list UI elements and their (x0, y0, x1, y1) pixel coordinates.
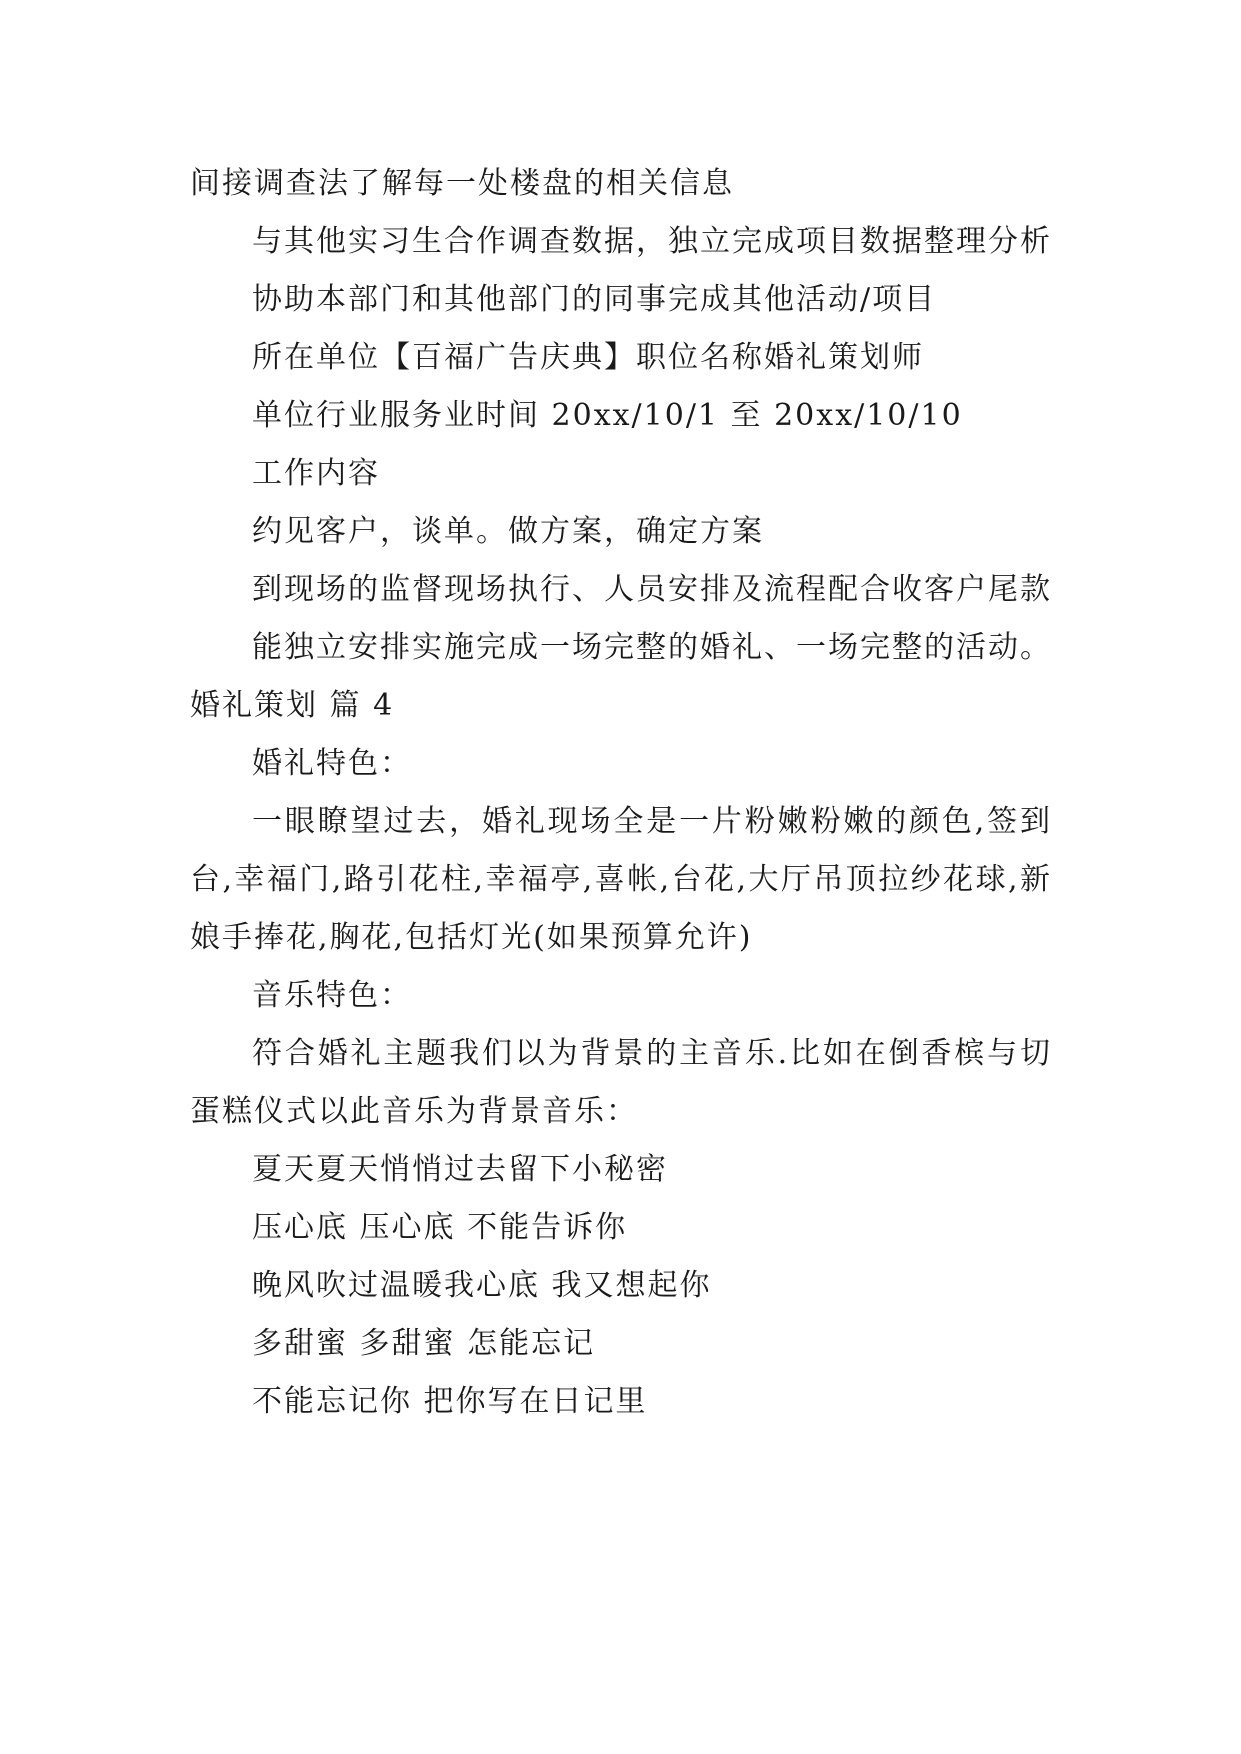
lyric-line: 晚风吹过温暖我心底 我又想起你 (252, 1268, 712, 1303)
section-label: 音乐特色： (252, 978, 412, 1013)
paragraph: 所在单位【百福广告庆典】职位名称婚礼策划师 (252, 340, 924, 375)
section-heading: 婚礼策划 篇 4 (190, 688, 395, 723)
section-label: 工作内容 (252, 456, 380, 491)
paragraph: 到现场的监督现场执行、人员安排及流程配合收客户尾款 (252, 572, 1052, 607)
lyric-line: 夏天夏天悄悄过去留下小秘密 (252, 1152, 668, 1187)
paragraph: 协助本部门和其他部门的同事完成其他活动/项目 (252, 282, 937, 317)
paragraph: 能独立安排实施完成一场完整的婚礼、一场完整的活动。 (252, 630, 1052, 665)
lyric-line: 压心底 压心底 不能告诉你 (252, 1210, 628, 1245)
lyric-line: 多甜蜜 多甜蜜 怎能忘记 (252, 1326, 596, 1361)
paragraph: 单位行业服务业时间 20xx/10/1 至 20xx/10/10 (252, 398, 963, 433)
document-body (190, 155, 1052, 1431)
section-label: 婚礼特色： (252, 746, 412, 781)
paragraph: 间接调查法了解每一处楼盘的相关信息 (190, 166, 734, 201)
paragraph: 符合婚礼主题我们以为背景的主音乐.比如在倒香槟与切蛋糕仪式以此音乐为背景音乐： (190, 1036, 1052, 1129)
paragraph: 一眼瞭望过去，婚礼现场全是一片粉嫩粉嫩的颜色,签到台,幸福门,路引花柱,幸福亭,喜帐,台花,大厅吊顶拉纱花球,新娘手捧花,胸花,包括灯光(如果预算允许) (190, 804, 1052, 955)
lyric-line: 不能忘记你 把你写在日记里 (252, 1384, 648, 1419)
paragraph: 约见客户，谈单。做方案，确定方案 (252, 514, 764, 549)
paragraph: 与其他实习生合作调查数据，独立完成项目数据整理分析 (252, 224, 1052, 259)
